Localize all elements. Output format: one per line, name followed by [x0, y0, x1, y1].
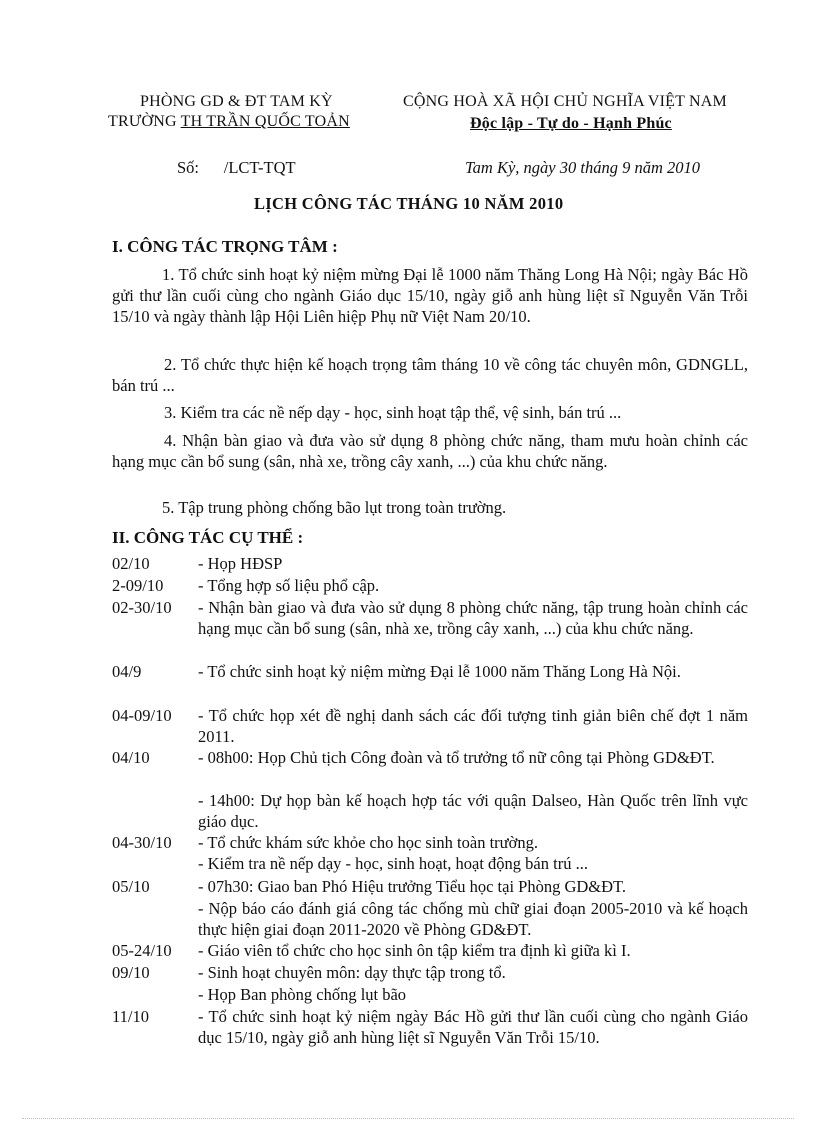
- entry-date: 2-09/10: [112, 576, 164, 595]
- entry-date: 04/10: [112, 748, 150, 767]
- section-1-item-4: 4. Nhận bàn giao và đưa vào sử dụng 8 phòng chức năng, tham mưu hoàn chỉnh các hạng mục cần bổ sung (sân, nhà xe, trồng cây xanh, ...) của khu chức năng.: [112, 431, 748, 471]
- entry-text: - Tổ chức họp xét đề nghị danh sách các đối tượng tinh giản biên chế đợt 1 năm 2011.: [198, 706, 748, 746]
- section-2-heading: II. CÔNG TÁC CỤ THỂ :: [112, 528, 304, 547]
- entry-text: - Tổng hợp số liệu phổ cập.: [198, 576, 380, 595]
- section-1-item-1: 1. Tổ chức sinh hoạt kỷ niệm mừng Đại lễ 1000 năm Thăng Long Hà Nội; ngày Bác Hồ gửi thư lần cuối cùng cho ngành Giáo dục 15/10, ngày giỗ anh hùng liệt sĩ Nguyễn Văn Trỗi 15/10 và ngày thành lập Hội Liên hiệp Phụ nữ Việt Nam 20/10.: [112, 265, 748, 326]
- section-1-heading: I. CÔNG TÁC TRỌNG TÂM :: [112, 237, 338, 256]
- document-number: Số: /LCT-TQT: [177, 158, 296, 177]
- entry-text: - Giáo viên tổ chức cho học sinh ôn tập kiểm tra định kì giữa kì I.: [198, 941, 631, 960]
- school-name-underlined: TH TRẦN QUỐC TOẢN: [180, 113, 350, 130]
- entry-text: - 07h30: Giao ban Phó Hiệu trưởng Tiểu học tại Phòng GD&ĐT.: [198, 877, 627, 896]
- entry-text: - Họp Ban phòng chống lụt bão: [198, 985, 407, 1004]
- entry-date: 04-09/10: [112, 706, 172, 725]
- entry-text: - Nhận bàn giao và đưa vào sử dụng 8 phòng chức năng, tập trung hoàn chỉnh các hạng mục cần bổ sung (sân, nhà xe, trồng cây xanh, ...) của khu chức năng.: [198, 598, 748, 638]
- entry-date: 05/10: [112, 877, 150, 896]
- entry-date: 09/10: [112, 963, 150, 982]
- entry-text: - Sinh hoạt chuyên môn: dạy thực tập trong tổ.: [198, 963, 506, 982]
- entry-date: 04/9: [112, 662, 142, 681]
- entry-date: 02/10: [112, 554, 150, 573]
- section-1-item-5: 5. Tập trung phòng chống bão lụt trong toàn trường.: [162, 498, 507, 517]
- page-footer-divider: [22, 1118, 794, 1119]
- place-and-date: Tam Kỳ, ngày 30 tháng 9 năm 2010: [465, 158, 700, 177]
- entry-text: - Kiểm tra nề nếp dạy - học, sinh hoạt, hoạt động bán trú ...: [198, 854, 588, 873]
- entry-text: - Họp HĐSP: [198, 554, 283, 573]
- section-1-item-3: 3. Kiểm tra các nề nếp dạy - học, sinh hoạt tập thể, vệ sinh, bán trú ...: [164, 403, 622, 422]
- entry-text: - Nộp báo cáo đánh giá công tác chống mù chữ giai đoạn 2005-2010 và kế hoạch thực hiện giai đoạn 2011-2020 về Phòng GD&ĐT.: [198, 899, 748, 939]
- department-name: PHÒNG GD & ĐT TAM KỲ: [140, 93, 333, 110]
- national-motto: Độc lập - Tự do - Hạnh Phúc: [470, 115, 672, 132]
- entry-date: 02-30/10: [112, 598, 172, 617]
- entry-date: 04-30/10: [112, 833, 172, 852]
- entry-date: 11/10: [112, 1007, 149, 1026]
- document-title: LỊCH CÔNG TÁC THÁNG 10 NĂM 2010: [254, 194, 564, 213]
- section-1-item-2: 2. Tổ chức thực hiện kế hoạch trọng tâm tháng 10 về công tác chuyên môn, GDNGLL, bán trú ...: [112, 355, 748, 395]
- entry-text: - Tổ chức khám sức khỏe cho học sinh toàn trường.: [198, 833, 538, 852]
- entry-text: - 14h00: Dự họp bàn kế hoạch hợp tác với quận Dalseo, Hàn Quốc trên lĩnh vực giáo dục.: [198, 791, 748, 831]
- entry-text: - 08h00: Họp Chủ tịch Công đoàn và tổ trưởng tổ nữ công tại Phòng GD&ĐT.: [198, 748, 715, 767]
- entry-text: - Tổ chức sinh hoạt kỷ niệm ngày Bác Hồ gửi thư lần cuối cùng cho ngành Giáo dục 15/10, ngày giỗ anh hùng liệt sĩ Nguyễn Văn Trỗi 15/10.: [198, 1007, 748, 1047]
- school-name: [108, 113, 350, 131]
- entry-date: 05-24/10: [112, 941, 172, 960]
- national-title: CỘNG HOÀ XÃ HỘI CHỦ NGHĨA VIỆT NAM: [403, 93, 727, 110]
- entry-text: - Tổ chức sinh hoạt kỷ niệm mừng Đại lễ 1000 năm Thăng Long Hà Nội.: [198, 662, 681, 681]
- school-name-prefix: TRƯỜNG: [108, 113, 181, 130]
